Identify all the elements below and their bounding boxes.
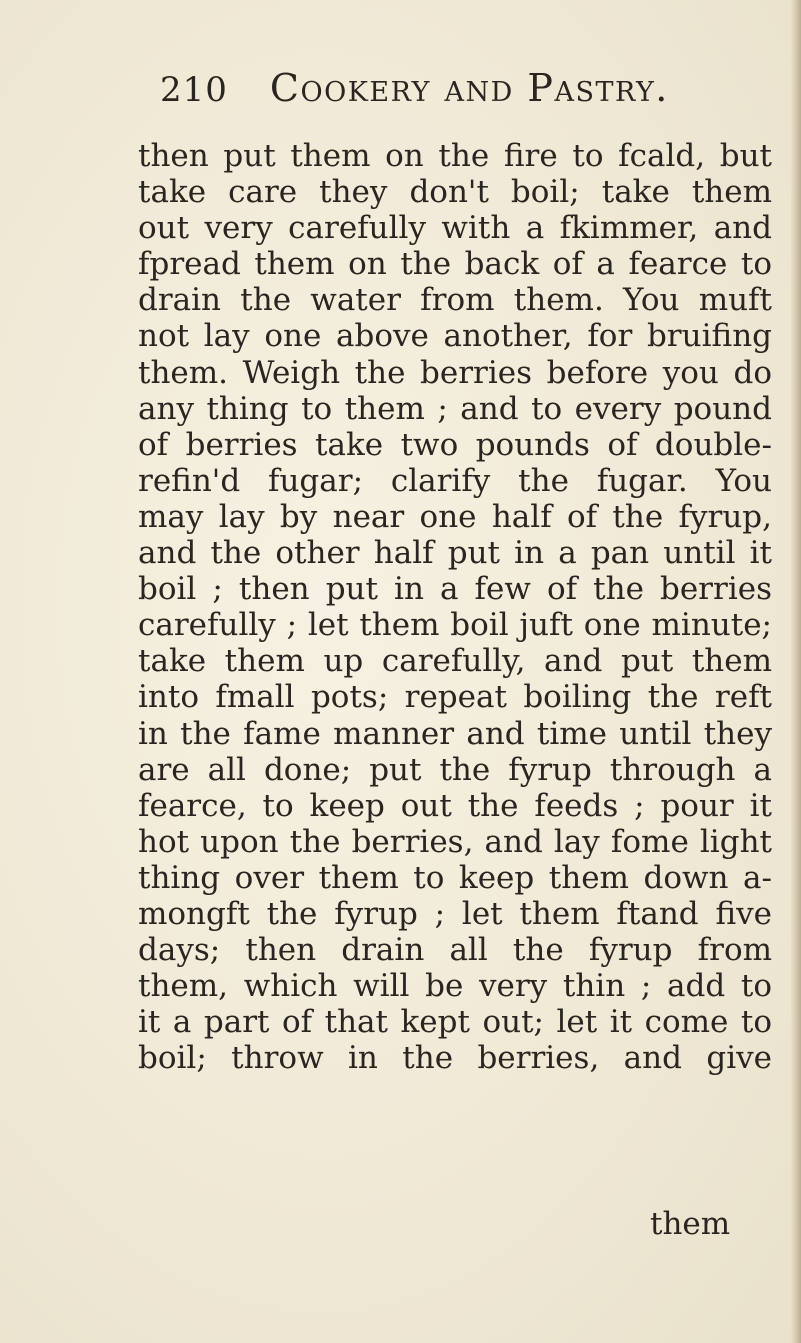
text-line: take care they don't boil; take them xyxy=(138,174,772,211)
text-line: take them up carefully, and put them xyxy=(138,643,772,680)
text-line: drain the water from them. You muft xyxy=(138,282,772,319)
text-line: them, which will be very thin ; add to xyxy=(138,968,772,1005)
text-line: refin'd fugar; clarify the fugar. You xyxy=(138,462,772,499)
text-line: and the other half put in a pan until it xyxy=(138,535,772,572)
text-line: may lay by near one half of the fyrup, xyxy=(138,498,772,535)
text-line: days; then drain all the fyrup from xyxy=(138,932,772,969)
page-edge xyxy=(791,0,801,1343)
text-line: thing over them to keep them down a- xyxy=(138,859,772,896)
page-header xyxy=(160,66,669,122)
text-line: out very carefully with a fkimmer, and xyxy=(138,210,772,247)
text-line: fearce, to keep out the feeds ; pour it xyxy=(138,787,772,824)
body-text xyxy=(138,138,772,1076)
text-line: mongft the fyrup ; let them ftand five xyxy=(138,895,772,932)
text-line: them. Weigh the berries before you do xyxy=(138,354,772,391)
text-line: boil; throw in the berries, and give xyxy=(138,1040,772,1077)
text-line: are all done; put the fyrup through a xyxy=(138,751,772,788)
text-line: fpread them on the back of a fearce to xyxy=(138,246,772,283)
text-line: then put them on the fire to fcald, but xyxy=(138,138,772,174)
text-line: into fmall pots; repeat boiling the reft xyxy=(138,679,772,716)
catchword: them xyxy=(650,1206,731,1242)
text-line: any thing to them ; and to every pound xyxy=(138,390,772,427)
running-title: Cookery and Pastry. xyxy=(269,66,669,110)
text-line: in the fame manner and time until they xyxy=(138,715,772,752)
text-line: carefully ; let them boil juft one minute; xyxy=(138,607,772,644)
text-line: not lay one above another, for bruifing xyxy=(138,318,772,355)
text-line: of berries take two pounds of double- xyxy=(138,426,772,463)
text-line: hot upon the berries, and lay fome light xyxy=(138,823,772,860)
page-number: 210 xyxy=(160,70,228,110)
text-line: boil ; then put in a few of the berries xyxy=(138,571,772,608)
text-line: it a part of that kept out; let it come to xyxy=(138,1004,772,1041)
